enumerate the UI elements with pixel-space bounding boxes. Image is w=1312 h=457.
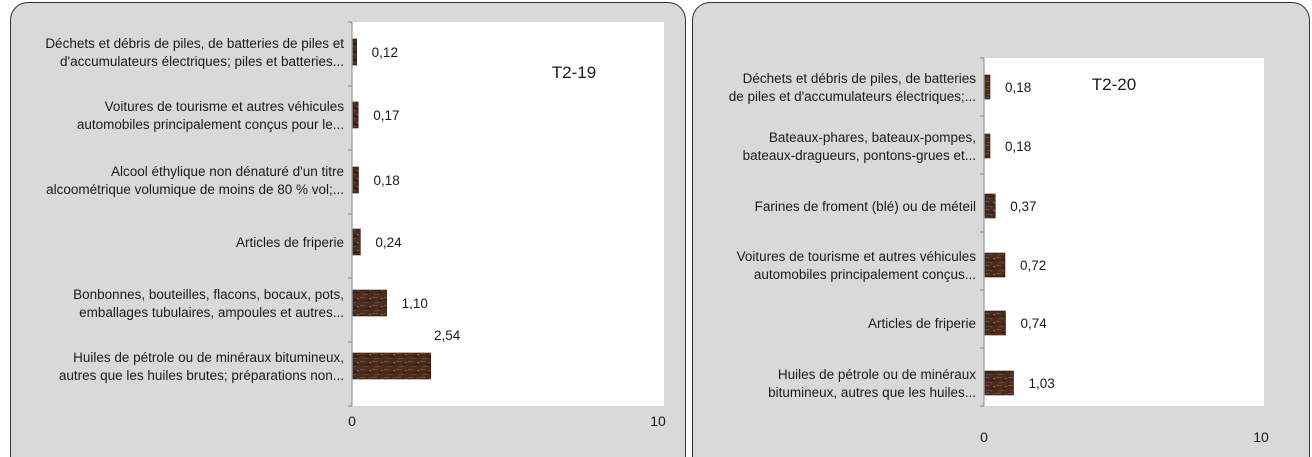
category-label-right: Déchets et débris de piles, de batteries de piles et d'accumulateurs électriques;... <box>728 71 976 104</box>
data-label-left: 0,18 <box>373 173 400 188</box>
bar-left <box>353 102 358 128</box>
category-label-right: Articles de friperie <box>867 316 976 331</box>
data-label-right: 0,74 <box>1020 316 1047 331</box>
bar-right <box>985 134 990 158</box>
category-label-left: Alcool éthylique non dénaturé d'un titre alcoométrique volumique de moins de 80 % vol;... <box>46 164 344 197</box>
chart-title-right: T2-20 <box>1091 75 1137 94</box>
category-label-left: Huiles de pétrole ou de minéraux bitumineux, autres que les huiles brutes; préparations non... <box>58 350 344 383</box>
data-label-left: 2,54 <box>434 328 461 343</box>
bar-right <box>985 253 1005 277</box>
category-label-left: Bonbonnes, bouteilles, flacons, bocaux, pots, emballages tubulaires, ampoules et autres... <box>73 287 344 320</box>
data-label-left: 0,24 <box>375 235 402 250</box>
data-label-left: 0,12 <box>371 45 398 60</box>
bar-left <box>353 229 360 255</box>
bar-left <box>353 290 387 316</box>
x-tick-label-left: 10 <box>650 413 666 429</box>
x-tick-label-right: 10 <box>1253 429 1269 445</box>
data-label-right: 0,18 <box>1004 139 1032 154</box>
bar-right <box>985 311 1005 335</box>
category-label-left: Voitures de tourisme et autres véhicules automobiles principalement conçus pour le... <box>76 99 344 132</box>
category-label-right: Voitures de tourisme et autres véhicules automobiles principalement conçus... <box>736 249 976 282</box>
category-label-right: Huiles de pétrole ou de minéraux bitumineux, autres que les huiles... <box>768 367 976 400</box>
x-tick-label-right: 0 <box>980 429 988 445</box>
category-label-right: Bateaux-phares, bateaux-pompes, bateaux-dragueurs, pontons-grues et... <box>742 130 976 163</box>
data-label-right: 0,37 <box>1010 199 1037 214</box>
category-label-left: Déchets et débris de piles, de batteries de piles et d'accumulateurs électriques; piles et batteries... <box>45 36 344 69</box>
bar-left <box>353 39 357 65</box>
x-tick-label-left: 0 <box>348 413 356 429</box>
data-label-right: 0,18 <box>1004 80 1032 95</box>
data-label-left: 1,10 <box>401 296 428 311</box>
data-label-right: 0,72 <box>1019 258 1047 273</box>
category-label-right: Farines de froment (blé) ou de méteil <box>754 199 976 214</box>
category-label-left: Articles de friperie <box>235 235 344 250</box>
chart-title-left: T2-19 <box>551 63 597 82</box>
bar-right <box>985 194 995 218</box>
bar-left <box>353 167 359 193</box>
data-label-left: 0,17 <box>373 108 400 123</box>
data-label-right: 1,03 <box>1028 376 1055 391</box>
bar-right <box>985 371 1014 395</box>
bar-left <box>353 353 431 379</box>
bar-right <box>985 75 990 99</box>
